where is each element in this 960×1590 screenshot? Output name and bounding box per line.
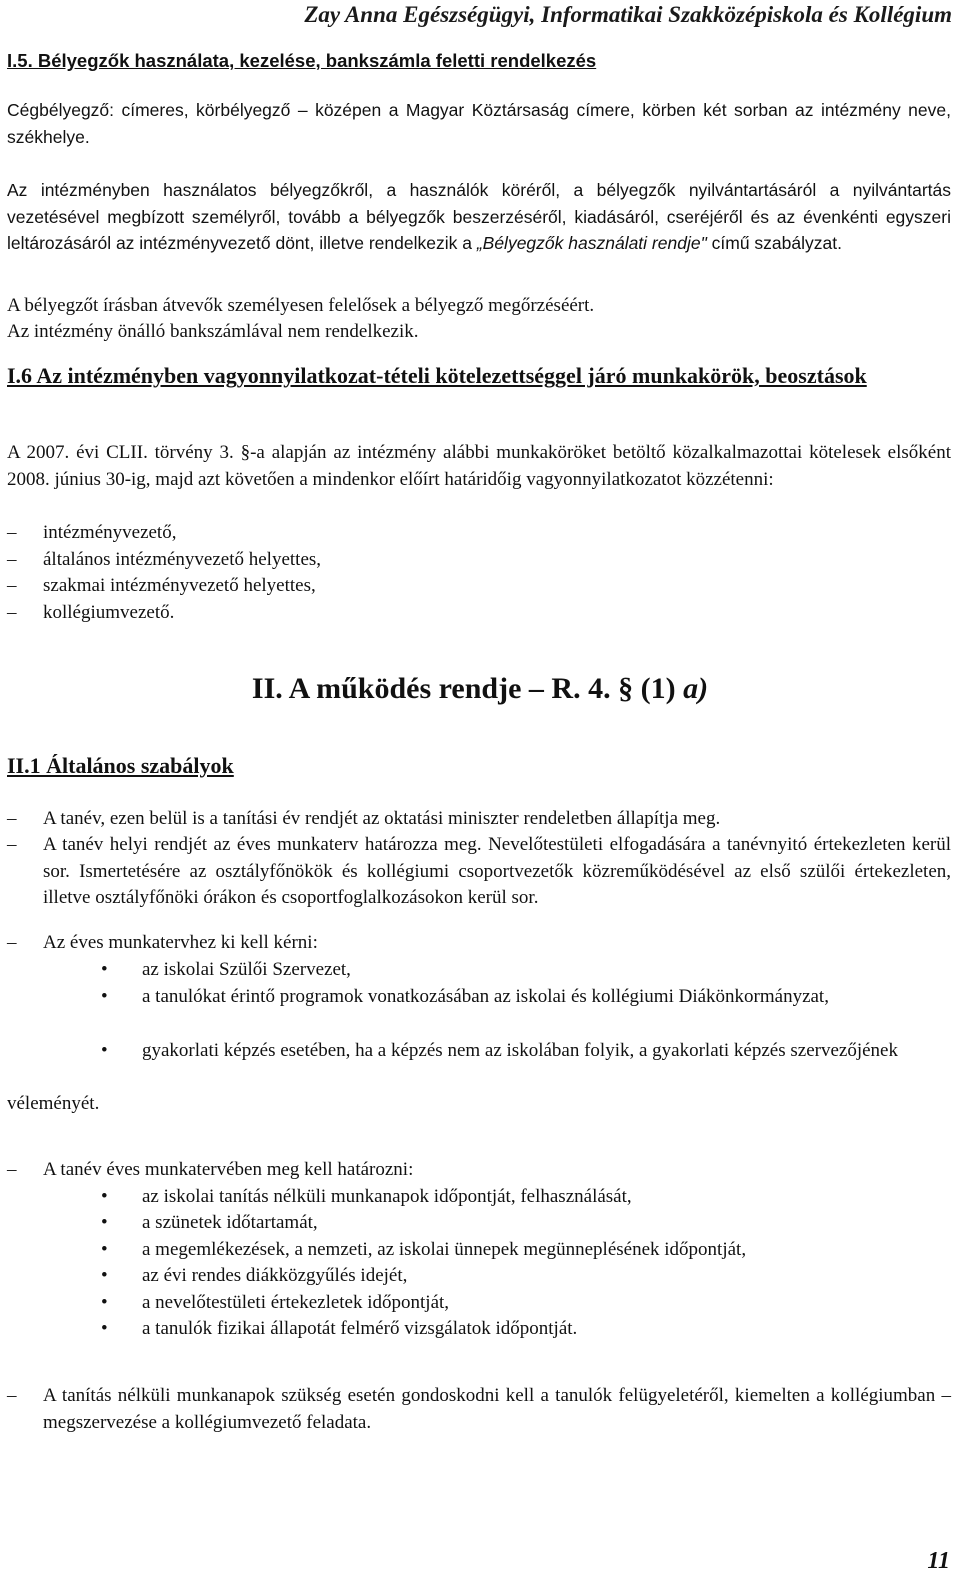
list-item-text: intézményvezető, (43, 522, 177, 543)
section-i5-paragraph-1: Cégbélyegző: címeres, körbélyegző – középen a Magyar Köztársaság címere, körben két sorban az intézmény neve, székhelye. (7, 100, 951, 147)
bullet-item-text: a megemlékezések, a nemzeti, az iskolai ünnepek megünneplésének időpontját, (142, 1239, 747, 1260)
bullet-marker: • (101, 959, 108, 980)
bullet-item (7, 957, 951, 984)
dash-marker: – (7, 808, 17, 829)
section-i5-paragraph-2 (7, 177, 951, 257)
list-item (7, 573, 951, 600)
section-i5-title: I.5. Bélyegzők használata, kezelése, bankszámla feletti rendelkezés (7, 50, 597, 71)
bullet-item (7, 1316, 951, 1343)
list-item (7, 600, 951, 627)
page-number: 11 (927, 1548, 950, 1574)
bullet-item (7, 1237, 951, 1264)
bullet-item (7, 1290, 951, 1317)
list-item-text: A tanév helyi rendjét az éves munkaterv határozza meg. Nevelőtestületi elfogadására a tanévnyitó értekezleten kerül sor. Ismertetésére az osztályfőnökök és kollégiumi csoportvezetők közreműködésével az első szülői értekezleten, illetve osztályfőnöki órákon és csoportfoglalkozásokon kerül sor. (43, 834, 951, 908)
bullet-item (7, 1038, 951, 1065)
bullet-item-text: a tanulókat érintő programok vonatkozásában az iskolai és kollégiumi Diákönkormányzat, (142, 986, 829, 1007)
bullet-item-text: az évi rendes diákközgyűlés idejét, (142, 1265, 408, 1286)
section-i6-intro: A 2007. évi CLII. törvény 3. §-a alapján az intézmény alábbi munkaköröket betöltő közalkalmazottai kötelesek elsőként 2008. június 30-ig, majd azt követően a mindenkor előírt határidőig vagyonnyilatkozatot közzétenni: (7, 442, 951, 490)
dash-marker: – (7, 602, 17, 623)
bullet-item (7, 1184, 951, 1211)
bullet-item-text: a tanulók fizikai állapotát felmérő vizsgálatok időpontját. (142, 1318, 578, 1339)
bullet-item-text: a nevelőtestületi értekezletek időpontját, (142, 1292, 450, 1313)
bullet-marker: • (101, 1239, 108, 1260)
dash-marker: – (7, 575, 17, 596)
bullet-marker: • (101, 1212, 108, 1233)
bullet-marker: • (101, 1265, 108, 1286)
list-item-text: A tanítás nélküli munkanapok szükség esetén gondoskodni kell a tanulók felügyeletéről, kiemelten a kollégiumban – megszervezése a kollégiumvezető feladata. (43, 1385, 951, 1433)
dash-marker: – (7, 1385, 17, 1406)
bullet-item-text: gyakorlati képzés esetében, ha a képzés nem az iskolában folyik, a gyakorlati képzés szervezőjének (142, 1040, 898, 1061)
dash-marker: – (7, 1159, 17, 1180)
bullet-item-text: az iskolai tanítás nélküli munkanapok időpontját, felhasználását, (142, 1186, 632, 1207)
section-i5-paragraph-4: Az intézmény önálló bankszámlával nem rendelkezik. (7, 321, 419, 342)
list-item-text: Az éves munkatervhez ki kell kérni: (43, 932, 318, 953)
page-header: Zay Anna Egészségügyi, Informatikai Szakközépiskola és Kollégium (304, 2, 952, 27)
bullet-marker: • (101, 1186, 108, 1207)
section-ii1-title: II.1 Általános szabályok (7, 753, 234, 778)
opinion-closing: véleményét. (7, 1093, 100, 1114)
list-item-text: A tanév éves munkatervében meg kell határozni: (43, 1159, 414, 1180)
dash-marker: – (7, 834, 17, 855)
dash-marker: – (7, 932, 17, 953)
bullet-marker: • (101, 1292, 108, 1313)
list-item-text: kollégiumvezető. (43, 602, 175, 623)
list-item (7, 1383, 951, 1436)
chapter-title-text: II. A működés rendje – R. 4. § (1) (251, 672, 684, 705)
bullet-item-text: az iskolai Szülői Szervezet, (142, 959, 351, 980)
bullet-item (7, 984, 951, 1011)
paragraph-2-text: Az intézményben használatos bélyegzőkről, a használók köréről, a bélyegzők nyilvántartásáról a nyilvántartás vezetésével megbízott személyről, tovább a bélyegzők beszerzéséről, kiadásáról, cseréjéről és az évenkénti egyszeri leltározásáról az intézményvezető dönt, illetve rendelkezik a (7, 180, 951, 253)
chapter-ii-title (0, 672, 960, 706)
list-item (7, 832, 951, 912)
section-i5-paragraph-3: A bélyegzőt írásban átvevők személyesen felelősek a bélyegző megőrzéséért. (7, 295, 595, 316)
bullet-marker: • (101, 986, 108, 1007)
list-item (7, 547, 951, 574)
dash-marker: – (7, 549, 17, 570)
dash-marker: – (7, 522, 17, 543)
list-item (7, 806, 951, 833)
section-i6-title: I.6 Az intézményben vagyonnyilatkozat-tételi kötelezettséggel járó munkakörök, beosztások (7, 363, 867, 388)
list-item (7, 520, 951, 547)
list-item-text: általános intézményvezető helyettes, (43, 549, 322, 570)
bullet-marker: • (101, 1040, 108, 1061)
list-item-text: szakmai intézményvezető helyettes, (43, 575, 316, 596)
bullet-item-text: a szünetek időtartamát, (142, 1212, 318, 1233)
chapter-title-suffix: a) (683, 672, 709, 705)
list-item-text: A tanév, ezen belül is a tanítási év rendjét az oktatási miniszter rendeletben állapítja meg. (43, 808, 721, 829)
bullet-marker: • (101, 1318, 108, 1339)
list-item (7, 930, 951, 957)
list-item (7, 1157, 951, 1184)
bullet-item (7, 1210, 951, 1237)
paragraph-2-tail: című szabályzat. (706, 233, 842, 253)
bullet-item (7, 1263, 951, 1290)
regulation-title: „Bélyegzők használati rendje" (476, 233, 707, 253)
